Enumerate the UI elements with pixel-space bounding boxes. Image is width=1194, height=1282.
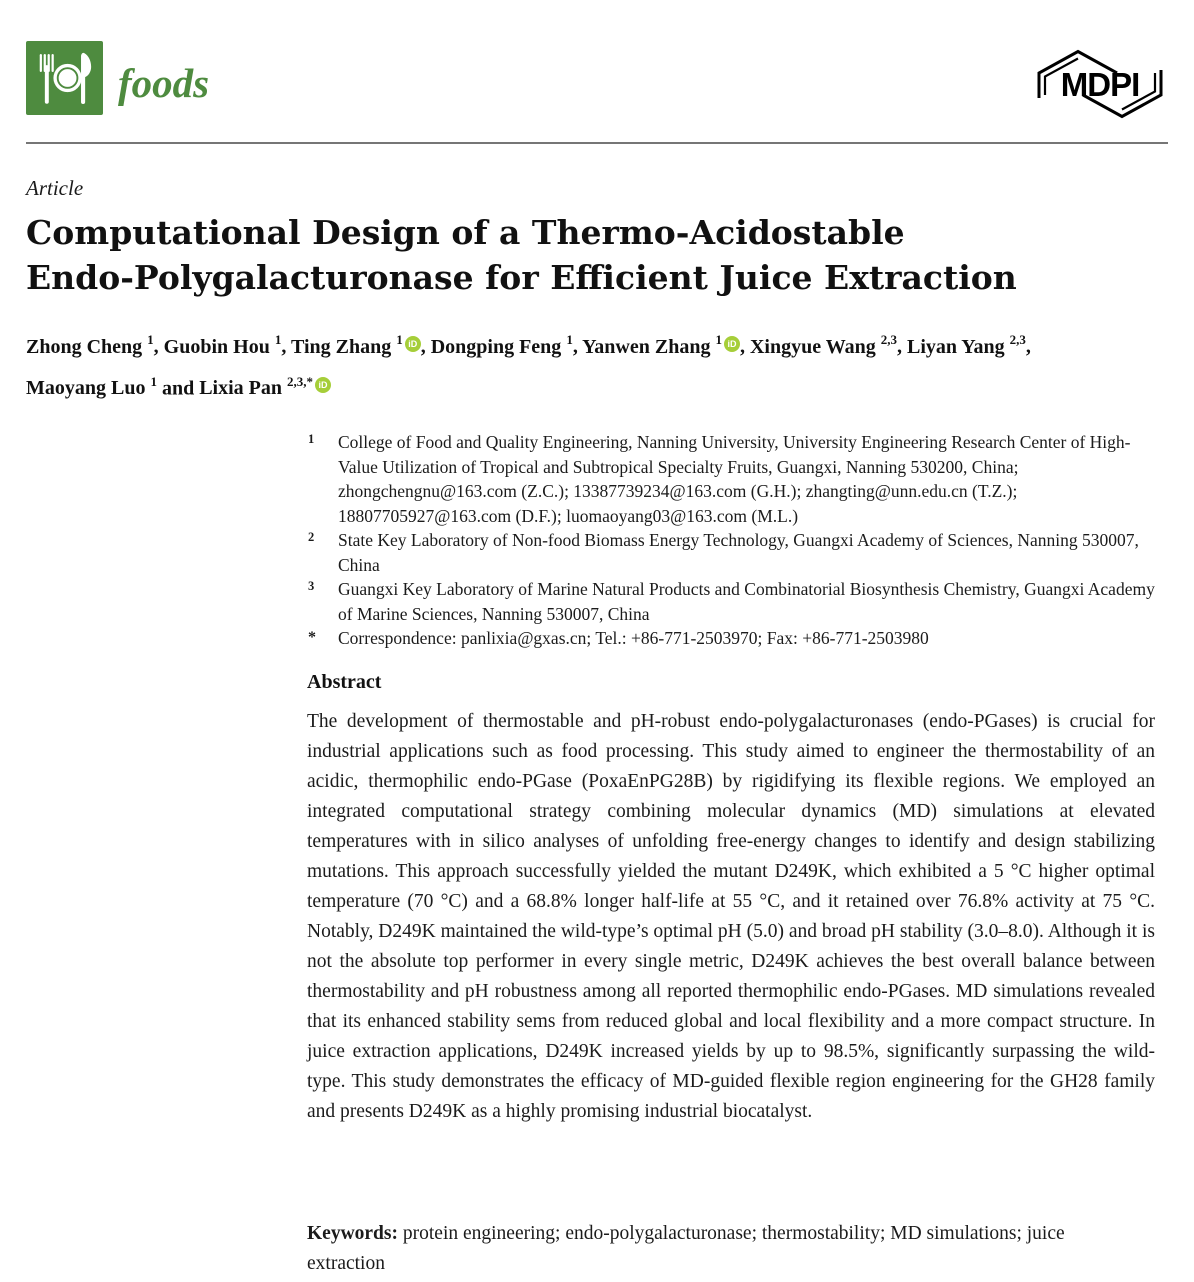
- affiliation-item: [307, 430, 1169, 528]
- author-affiliation-superscript: 2,3: [880, 332, 897, 347]
- header-divider: [26, 142, 1168, 144]
- fork-plate-knife-icon: [32, 46, 98, 110]
- author-affiliation-superscript: 1: [274, 332, 282, 347]
- mdpi-logo: [1034, 48, 1166, 120]
- abstract-text: The development of thermostable and pH-robust endo-polygalacturonases (endo-PGases) is crucial for industrial applications such as food processing. This study aimed to engineer the thermostability of an acidic, thermophilic endo-PGase (PoxaEnPG28B) by rigidifying its flexible regions. We employed an integrated computational strategy combining molecular dynamics (MD) simulations at elevated temperatures with in silico analyses of unfolding free-energy changes to identify and design stabilizing mutations. This approach successfully yielded the mutant D249K, which exhibited a 5 °C higher optimal temperature (70 °C) and a 68.8% longer half-life at 55 °C, and it retained over 76.8% activity at 75 °C. Notably, D249K maintained the wild-type’s optimal pH (5.0) and broad pH stability (3.0–8.0). Although it is not the absolute top performer in every single metric, D249K achieves the best overall balance between thermostability and pH robustness among all reported thermophilic endo-PGases. MD simulations revealed that its enhanced stability sems from reduced global and local flexibility and a more compact structure. In juice extraction applications, D249K increased yields by up to 98.5%, significantly surpassing the wild-type. This study demonstrates the efficacy of MD-guided flexible region engineering for the GH28 family and presents D249K as a highly promising industrial biocatalyst.: [307, 711, 1155, 1122]
- keywords-label: Keywords:: [307, 1223, 398, 1244]
- author-name: Maoyang Luo $^1$: [26, 373, 157, 400]
- affiliation-text: College of Food and Quality Engineering, Nanning University, University Engineering Research Center of High-Value Utilization of Tropical and Subtropical Specialty Fruits, Guangxi, Nanning 530200, China; zhongchengnu@163.com (Z.C.); 13387739234@163.com (G.H.); zhangting@unn.edu.cn (T.Z.); 18807705927@163.com (D.F.); luomaoyang03@163.com (M.L.): [338, 432, 1131, 526]
- article-type-label: Article: [26, 176, 84, 200]
- affiliation-item: [307, 528, 1169, 577]
- author-separator: ,: [897, 335, 907, 358]
- affiliation-marker: 3: [308, 579, 315, 593]
- author-list: [26, 323, 1036, 406]
- author-affiliation-superscript: 1: [396, 332, 403, 347]
- journal-brand: [26, 41, 209, 115]
- affiliation-text: State Key Laboratory of Non-food Biomass Energy Technology, Guangxi Academy of Sciences, Nanning 530007, China: [338, 530, 1139, 575]
- affiliation-marker: 2: [308, 530, 315, 544]
- author-name: Lixia Pan $^{2,3,*}$ iD: [199, 377, 331, 399]
- author-affiliation-superscript: 2,3,*: [287, 373, 314, 389]
- author-name: Yanwen Zhang $^1$ iD: [582, 336, 740, 358]
- orcid-icon[interactable]: iD: [724, 336, 740, 352]
- author-separator: ,: [281, 335, 291, 358]
- affiliation-marker: 1: [308, 432, 315, 446]
- keywords-text: protein engineering; endo-polygalacturonase; thermostability; MD simulations; juice extraction: [307, 1223, 1065, 1274]
- affiliation-item: [307, 626, 1169, 651]
- author-name: Xingyue Wang $^{2,3}$: [749, 332, 897, 358]
- author-name: Guobin Hou $^1$: [163, 332, 282, 358]
- abstract-heading: Abstract: [307, 671, 382, 693]
- author-name: Zhong Cheng $^1$: [26, 332, 154, 358]
- author-name: Liyan Yang $^{2,3}$: [907, 332, 1026, 358]
- affiliation-text: Guangxi Key Laboratory of Marine Natural Products and Combinatorial Biosynthesis Chemistry, Guangxi Academy of Marine Sciences, Nanning 530007, China: [338, 579, 1155, 624]
- author-separator: ,: [1025, 335, 1031, 358]
- author-separator: and: [156, 377, 200, 400]
- author-name: Dongping Feng $^1$: [430, 332, 573, 358]
- author-name: Ting Zhang $^1$ iD: [291, 336, 421, 358]
- author-affiliation-superscript: 1: [147, 332, 154, 347]
- keywords: [307, 1219, 1117, 1279]
- article-title: Computational Design of a Thermo-Acidostable Endo-Polygalacturonase for Efficient Juice Extraction: [26, 213, 1017, 297]
- author-affiliation-superscript: 1: [566, 332, 573, 347]
- mdpi-wordmark: MDPI: [1060, 66, 1140, 103]
- author-separator: ,: [153, 335, 164, 358]
- journal-name: foods: [118, 59, 210, 106]
- affiliation-item: [307, 577, 1169, 626]
- orcid-icon[interactable]: iD: [315, 377, 331, 393]
- author-affiliation-superscript: 1: [150, 373, 157, 389]
- affiliation-text: Correspondence: panlixia@gxas.cn; Tel.: +86-771-2503970; Fax: +86-771-2503980: [338, 628, 929, 648]
- author-separator: ,: [420, 335, 431, 358]
- affiliation-list: [307, 430, 1169, 651]
- author-separator: ,: [739, 335, 750, 358]
- author-affiliation-superscript: 2,3: [1009, 332, 1026, 347]
- affiliation-marker: *: [308, 629, 316, 646]
- foods-logo-icon: [26, 41, 103, 115]
- author-separator: ,: [572, 335, 583, 358]
- author-affiliation-superscript: 1: [715, 332, 722, 347]
- orcid-icon[interactable]: iD: [405, 336, 421, 352]
